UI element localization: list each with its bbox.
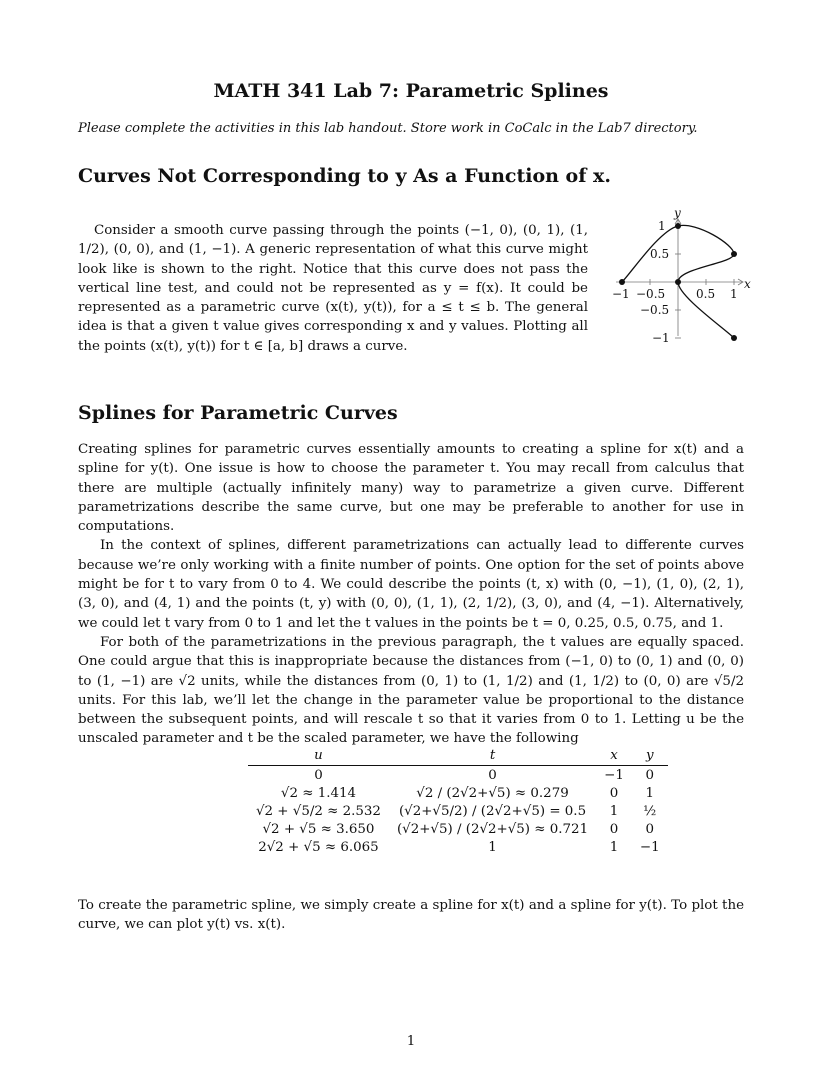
table-cell: √2 ≈ 1.414 [280,785,357,801]
table-cell: 0 [314,767,323,783]
table-cell: (√2+√5) / (2√2+√5) ≈ 0.721 [396,821,589,837]
y-tick-label: −0.5 [640,303,670,317]
table-cell: 0 [645,821,654,837]
table-cell: 2√2 + √5 ≈ 6.065 [258,839,379,855]
paragraph-2: In the context of splines, different parametrizations can actually lead to differente curves because we’re only working with a finite number of points. One option for the set of points above might be for t to vary from 0 to 4. We could describe the points (t, x) with (0, −1), (1, 0), (2, 1), (3, 0), and (4, 1) and the points (t, y) with (0, 0), (1, 1), (2, 1/2), (3, 0), and (4, −1). Alternatively, we could let t vary from 0 to 1 and let the t values in the points be t = 0, 0.25, 0.5, 0.75, and 1. [78,538,744,631]
data-point [619,279,625,285]
col-header-u: u [248,748,389,766]
data-point [731,251,737,257]
table-cell: −1 [639,839,660,855]
table-row [248,838,668,856]
paragraph-1: Creating splines for parametric curves essentially amounts to creating a spline for x(t) and a spline for y(t). One issue is how to choose the parameter t. You may recall from calculus that there are multiple (actually infinitely many) way to parametrize a given curve. Different parametrizations describe the same curve, but one may be preferable to another for use in computations. [78,442,744,535]
x-tick-label: −0.5 [636,287,666,301]
table-cell: √2 / (2√2+√5) ≈ 0.279 [416,785,569,801]
page-number: 1 [406,1034,416,1049]
section2-body [78,440,744,749]
col-header-t: t [389,748,596,766]
table-cell: 1 [609,839,619,855]
parametric-curve-plot [596,204,766,354]
table-row [248,766,668,785]
lab-instructions: Please complete the activities in this lab handout. Store work in CoCalc in the Lab7 directory. [78,121,698,136]
col-header-y: y [632,748,668,766]
intro-paragraph: Consider a smooth curve passing through the points (−1, 0), (0, 1), (1, 1/2), (0, 0), and (1, −1). A generic representation of what this curve might look like is shown to the right. Notice that this curve does not pass the vertical line test, and could not be represented as y = f(x). It could be represented as a parametric curve (x(t), y(t)), for a ≤ t ≤ b. The general idea is that a given t value gives corresponding x and y values. Plotting all the points (x(t), y(t)) for t ∈ [a, b] draws a curve. [78,223,588,354]
col-header-x: x [596,748,632,766]
table-cell: 0 [609,785,619,801]
table-cell: √2 + √5 ≈ 3.650 [262,821,375,837]
table-cell: −1 [604,767,624,783]
table-cell: 1 [645,785,654,801]
data-point [731,335,737,341]
data-point [675,223,681,229]
table-row [248,784,668,802]
x-tick-label: 1 [730,287,738,301]
y-tick-label: −1 [652,331,670,345]
table-cell: 1 [488,839,497,855]
page-title: MATH 341 Lab 7: Parametric Splines [213,80,609,102]
y-tick-label: 1 [658,219,666,233]
closing-text: To create the parametric spline, we simply create a spline for x(t) and a spline for y(t). To plot the curve, we can plot y(t) vs. x(t). [78,898,744,933]
table-cell: 1 [609,803,619,819]
x-tick-label: −1 [612,287,630,301]
section-heading-curves: Curves Not Corresponding to y As a Function of x. [78,165,611,187]
table-cell: 0 [488,767,497,783]
paragraph-3: For both of the parametrizations in the previous paragraph, the t values are equally spaced. One could argue that this is inappropriate because the distances from (−1, 0) to (0, 1) and (0, 0) to (1, −1) are √2 units, while the distances from (0, 1) to (1, 1/2) and (1, 1/2) to (0, 0) are √5/2 units. For this lab, we’ll let the change in the parameter value be proportional to the distance between the subsequent points, and will rescale t so that it varies from 0 to 1. Letting u be the unscaled parameter and t be the scaled parameter, we have the following [78,634,744,747]
table-cell: (√2+√5/2) / (2√2+√5) = 0.5 [398,803,587,819]
x-tick-label: 0.5 [696,287,716,301]
table-cell: √2 + √5/2 ≈ 2.532 [256,803,381,819]
table-cell: 0 [645,767,654,783]
closing-paragraph [78,896,744,935]
table-row [248,802,668,820]
parameter-table [248,748,668,856]
section-heading-splines: Splines for Parametric Curves [78,402,398,424]
table-row [248,820,668,838]
y-tick-label: 0.5 [650,247,670,261]
y-axis-label: y [674,206,681,220]
data-point [675,279,681,285]
table-cell: ½ [643,803,657,819]
x-axis-label: x [744,277,751,291]
table-cell: 0 [609,821,619,837]
